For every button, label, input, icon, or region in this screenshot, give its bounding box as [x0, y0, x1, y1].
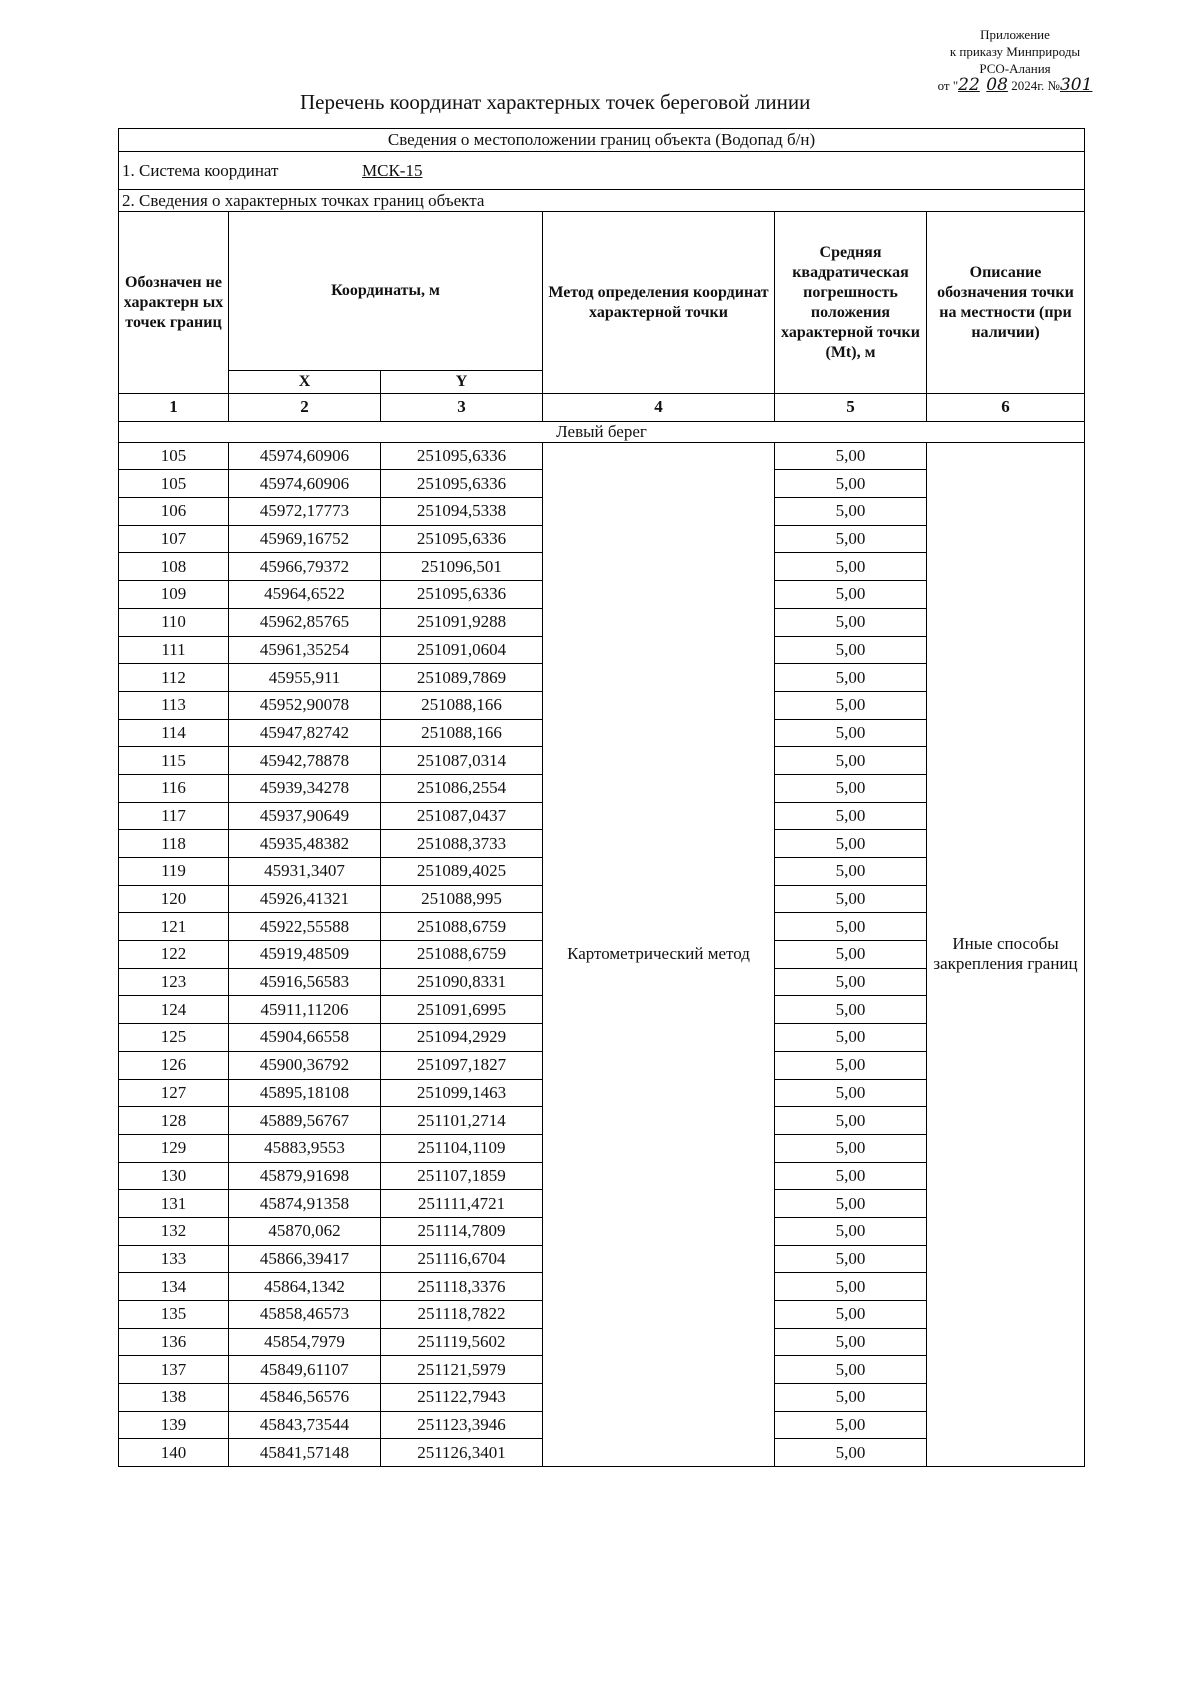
y-coordinate-cell: 251086,2554 [381, 774, 543, 802]
y-coordinate-cell: 251096,501 [381, 553, 543, 581]
col-error-header: Средняя квадратическая погрешность положения характерной точки (Mt), м [775, 212, 927, 394]
y-coordinate-cell: 251088,6759 [381, 913, 543, 941]
y-coordinate-cell: 251116,6704 [381, 1245, 543, 1273]
error-cell: 5,00 [775, 1356, 927, 1384]
error-cell: 5,00 [775, 830, 927, 858]
point-id-cell: 111 [119, 636, 229, 664]
bank-label: Левый берег [119, 421, 1085, 442]
coord-system-label: 1. Система координат [122, 160, 279, 180]
x-coordinate-cell: 45849,61107 [229, 1356, 381, 1384]
x-coordinate-cell: 45972,17773 [229, 498, 381, 526]
order-number: 301 [1059, 75, 1093, 95]
point-id-cell: 127 [119, 1079, 229, 1107]
point-id-cell: 134 [119, 1273, 229, 1301]
col-coords-header: Координаты, м [229, 212, 543, 371]
col-x-header: X [229, 371, 381, 394]
y-coordinate-cell: 251094,5338 [381, 498, 543, 526]
point-id-cell: 120 [119, 885, 229, 913]
y-coordinate-cell: 251087,0314 [381, 747, 543, 775]
y-coordinate-cell: 251122,7943 [381, 1384, 543, 1412]
error-cell: 5,00 [775, 968, 927, 996]
x-coordinate-cell: 45911,11206 [229, 996, 381, 1024]
point-id-cell: 112 [119, 664, 229, 692]
x-coordinate-cell: 45874,91358 [229, 1190, 381, 1218]
point-id-cell: 121 [119, 913, 229, 941]
x-coordinate-cell: 45942,78878 [229, 747, 381, 775]
error-cell: 5,00 [775, 1328, 927, 1356]
point-id-cell: 113 [119, 691, 229, 719]
x-coordinate-cell: 45889,56767 [229, 1107, 381, 1135]
error-cell: 5,00 [775, 858, 927, 886]
x-coordinate-cell: 45916,56583 [229, 968, 381, 996]
point-id-cell: 140 [119, 1439, 229, 1467]
section-2-title: 2. Сведения о характерных точках границ объекта [119, 190, 1085, 212]
point-id-cell: 137 [119, 1356, 229, 1384]
order-month: 08 [986, 75, 1008, 95]
error-cell: 5,00 [775, 581, 927, 609]
y-coordinate-cell: 251091,9288 [381, 608, 543, 636]
error-cell: 5,00 [775, 747, 927, 775]
object-header: Сведения о местоположении границ объекта (Водопад б/н) [119, 129, 1085, 152]
x-coordinate-cell: 45935,48382 [229, 830, 381, 858]
error-cell: 5,00 [775, 913, 927, 941]
point-id-cell: 117 [119, 802, 229, 830]
y-coordinate-cell: 251088,166 [381, 691, 543, 719]
error-cell: 5,00 [775, 636, 927, 664]
point-id-cell: 116 [119, 774, 229, 802]
y-coordinate-cell: 251119,5602 [381, 1328, 543, 1356]
coord-system-value: МСК-15 [362, 160, 423, 180]
error-cell: 5,00 [775, 719, 927, 747]
point-id-cell: 139 [119, 1411, 229, 1439]
point-id-cell: 109 [119, 581, 229, 609]
point-id-cell: 107 [119, 525, 229, 553]
y-coordinate-cell: 251095,6336 [381, 525, 543, 553]
y-coordinate-cell: 251111,4721 [381, 1190, 543, 1218]
error-cell: 5,00 [775, 1273, 927, 1301]
y-coordinate-cell: 251107,1859 [381, 1162, 543, 1190]
y-coordinate-cell: 251121,5979 [381, 1356, 543, 1384]
x-coordinate-cell: 45854,7979 [229, 1328, 381, 1356]
y-coordinate-cell: 251118,7822 [381, 1301, 543, 1329]
table-row [119, 442, 1085, 470]
point-id-cell: 119 [119, 858, 229, 886]
point-id-cell: 135 [119, 1301, 229, 1329]
y-coordinate-cell: 251095,6336 [381, 581, 543, 609]
x-coordinate-cell: 45841,57148 [229, 1439, 381, 1467]
error-cell: 5,00 [775, 691, 927, 719]
x-coordinate-cell: 45864,1342 [229, 1273, 381, 1301]
appendix-block [900, 26, 1130, 94]
error-cell: 5,00 [775, 470, 927, 498]
page-title: Перечень координат характерных точек береговой линии [300, 90, 811, 114]
y-coordinate-cell: 251089,4025 [381, 858, 543, 886]
x-coordinate-cell: 45966,79372 [229, 553, 381, 581]
y-coordinate-cell: 251088,995 [381, 885, 543, 913]
x-coordinate-cell: 45904,66558 [229, 1024, 381, 1052]
order-date-line [900, 77, 1130, 94]
col-index-5: 5 [775, 394, 927, 422]
x-coordinate-cell: 45937,90649 [229, 802, 381, 830]
y-coordinate-cell: 251118,3376 [381, 1273, 543, 1301]
col-index-1: 1 [119, 394, 229, 422]
x-coordinate-cell: 45846,56576 [229, 1384, 381, 1412]
error-cell: 5,00 [775, 442, 927, 470]
error-cell: 5,00 [775, 1162, 927, 1190]
x-coordinate-cell: 45969,16752 [229, 525, 381, 553]
x-coordinate-cell: 45939,34278 [229, 774, 381, 802]
point-id-cell: 115 [119, 747, 229, 775]
error-cell: 5,00 [775, 1439, 927, 1467]
y-coordinate-cell: 251123,3946 [381, 1411, 543, 1439]
error-cell: 5,00 [775, 996, 927, 1024]
y-coordinate-cell: 251104,1109 [381, 1134, 543, 1162]
error-cell: 5,00 [775, 1107, 927, 1135]
y-coordinate-cell: 251126,3401 [381, 1439, 543, 1467]
y-coordinate-cell: 251088,6759 [381, 941, 543, 969]
x-coordinate-cell: 45952,90078 [229, 691, 381, 719]
point-id-cell: 105 [119, 470, 229, 498]
order-year: 2024г. № [1011, 78, 1060, 93]
col-y-header: Y [381, 371, 543, 394]
method-cell: Картометрический метод [543, 442, 775, 1466]
error-cell: 5,00 [775, 1245, 927, 1273]
error-cell: 5,00 [775, 1384, 927, 1412]
x-coordinate-cell: 45931,3407 [229, 858, 381, 886]
error-cell: 5,00 [775, 664, 927, 692]
point-id-cell: 106 [119, 498, 229, 526]
error-cell: 5,00 [775, 885, 927, 913]
point-id-cell: 138 [119, 1384, 229, 1412]
col-point-header: Обозначен не характерн ых точек границ [119, 212, 229, 394]
y-coordinate-cell: 251099,1463 [381, 1079, 543, 1107]
point-id-cell: 130 [119, 1162, 229, 1190]
error-cell: 5,00 [775, 498, 927, 526]
col-index-4: 4 [543, 394, 775, 422]
y-coordinate-cell: 251090,8331 [381, 968, 543, 996]
error-cell: 5,00 [775, 1301, 927, 1329]
error-cell: 5,00 [775, 1190, 927, 1218]
point-id-cell: 108 [119, 553, 229, 581]
y-coordinate-cell: 251089,7869 [381, 664, 543, 692]
error-cell: 5,00 [775, 1134, 927, 1162]
col-description-header: Описание обозначения точки на местности (при наличии) [927, 212, 1085, 394]
col-index-3: 3 [381, 394, 543, 422]
point-id-cell: 126 [119, 1051, 229, 1079]
point-id-cell: 114 [119, 719, 229, 747]
y-coordinate-cell: 251095,6336 [381, 470, 543, 498]
x-coordinate-cell: 45947,82742 [229, 719, 381, 747]
error-cell: 5,00 [775, 1217, 927, 1245]
error-cell: 5,00 [775, 802, 927, 830]
description-cell: Иные способы закрепления границ [927, 442, 1085, 1466]
error-cell: 5,00 [775, 553, 927, 581]
y-coordinate-cell: 251114,7809 [381, 1217, 543, 1245]
x-coordinate-cell: 45961,35254 [229, 636, 381, 664]
col-index-6: 6 [927, 394, 1085, 422]
y-coordinate-cell: 251088,3733 [381, 830, 543, 858]
x-coordinate-cell: 45974,60906 [229, 470, 381, 498]
x-coordinate-cell: 45866,39417 [229, 1245, 381, 1273]
error-cell: 5,00 [775, 774, 927, 802]
point-id-cell: 136 [119, 1328, 229, 1356]
x-coordinate-cell: 45843,73544 [229, 1411, 381, 1439]
x-coordinate-cell: 45974,60906 [229, 442, 381, 470]
error-cell: 5,00 [775, 608, 927, 636]
col-method-header: Метод определения координат характерной точки [543, 212, 775, 394]
appendix-line-3: РСО-Алания [979, 61, 1051, 76]
error-cell: 5,00 [775, 1079, 927, 1107]
point-id-cell: 123 [119, 968, 229, 996]
y-coordinate-cell: 251087,0437 [381, 802, 543, 830]
x-coordinate-cell: 45895,18108 [229, 1079, 381, 1107]
point-id-cell: 129 [119, 1134, 229, 1162]
col-index-2: 2 [229, 394, 381, 422]
x-coordinate-cell: 45962,85765 [229, 608, 381, 636]
error-cell: 5,00 [775, 1024, 927, 1052]
y-coordinate-cell: 251091,6995 [381, 996, 543, 1024]
coord-system-row [119, 152, 1085, 190]
x-coordinate-cell: 45879,91698 [229, 1162, 381, 1190]
error-cell: 5,00 [775, 1411, 927, 1439]
x-coordinate-cell: 45900,36792 [229, 1051, 381, 1079]
x-coordinate-cell: 45883,9553 [229, 1134, 381, 1162]
y-coordinate-cell: 251101,2714 [381, 1107, 543, 1135]
error-cell: 5,00 [775, 1051, 927, 1079]
y-coordinate-cell: 251095,6336 [381, 442, 543, 470]
coordinates-table [118, 128, 1085, 1467]
point-id-cell: 132 [119, 1217, 229, 1245]
x-coordinate-cell: 45926,41321 [229, 885, 381, 913]
x-coordinate-cell: 45922,55588 [229, 913, 381, 941]
x-coordinate-cell: 45919,48509 [229, 941, 381, 969]
point-id-cell: 118 [119, 830, 229, 858]
appendix-line-1: Приложение [980, 27, 1050, 42]
appendix-line-2: к приказу Минприроды [949, 44, 1081, 59]
y-coordinate-cell: 251097,1827 [381, 1051, 543, 1079]
point-id-cell: 124 [119, 996, 229, 1024]
point-id-cell: 125 [119, 1024, 229, 1052]
point-id-cell: 110 [119, 608, 229, 636]
error-cell: 5,00 [775, 941, 927, 969]
order-prefix: от " [937, 78, 959, 93]
point-id-cell: 131 [119, 1190, 229, 1218]
point-id-cell: 128 [119, 1107, 229, 1135]
point-id-cell: 105 [119, 442, 229, 470]
order-day: 22 [958, 75, 980, 95]
x-coordinate-cell: 45964,6522 [229, 581, 381, 609]
point-id-cell: 133 [119, 1245, 229, 1273]
error-cell: 5,00 [775, 525, 927, 553]
x-coordinate-cell: 45858,46573 [229, 1301, 381, 1329]
x-coordinate-cell: 45870,062 [229, 1217, 381, 1245]
y-coordinate-cell: 251094,2929 [381, 1024, 543, 1052]
y-coordinate-cell: 251091,0604 [381, 636, 543, 664]
x-coordinate-cell: 45955,911 [229, 664, 381, 692]
point-id-cell: 122 [119, 941, 229, 969]
y-coordinate-cell: 251088,166 [381, 719, 543, 747]
